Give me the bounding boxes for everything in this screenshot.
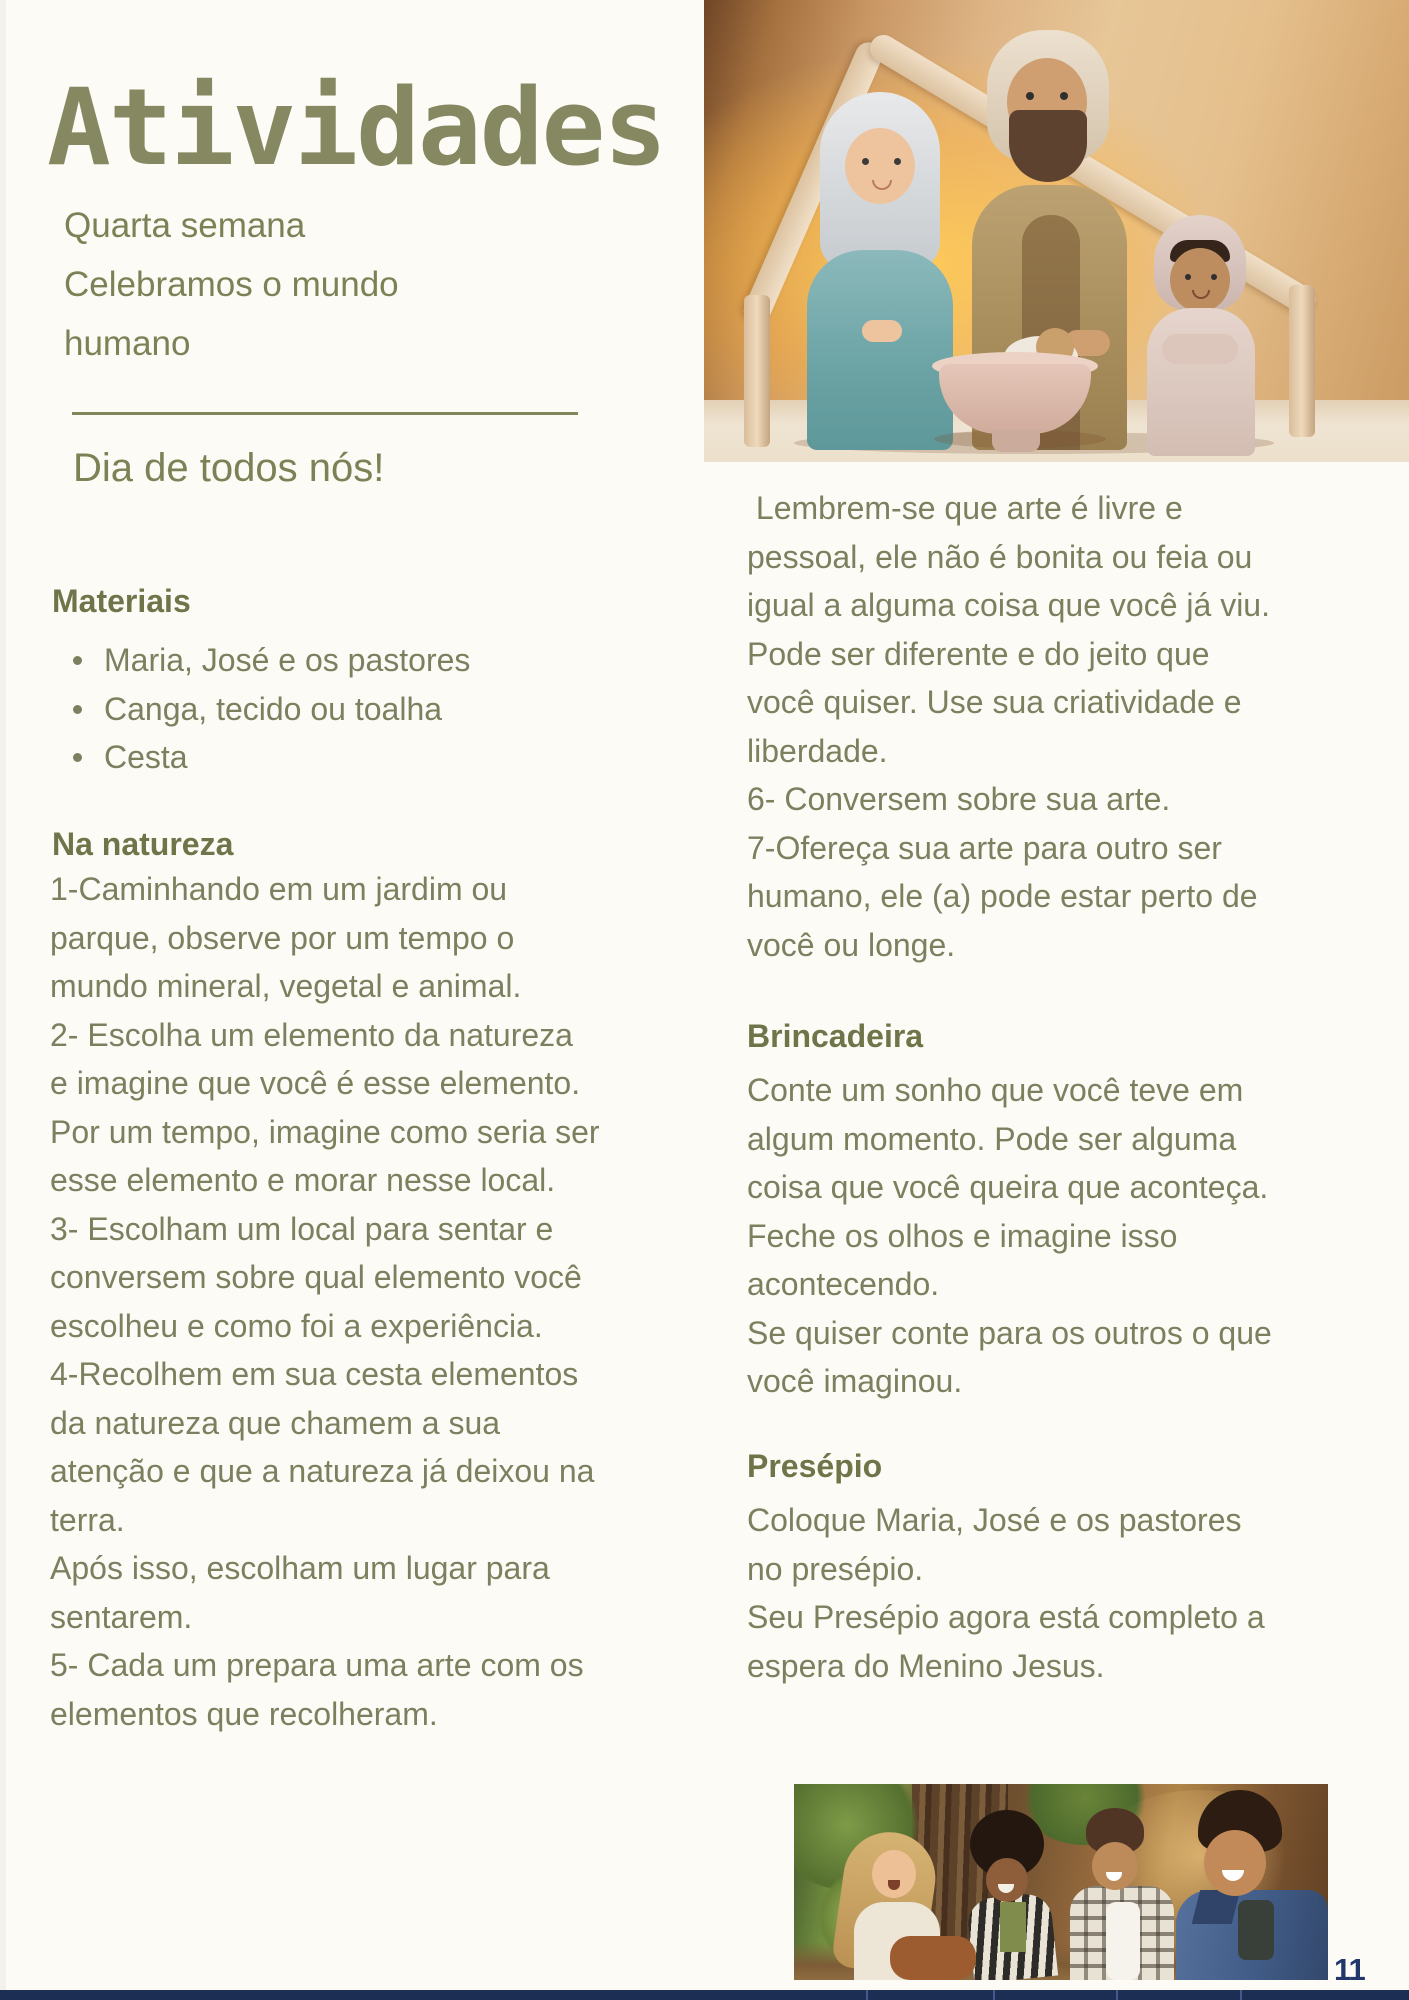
- nativity-shape: [744, 295, 770, 447]
- text-line: mundo mineral, vegetal e animal.: [50, 968, 522, 1004]
- text-line: 4-Recolhem em sua cesta elementos: [50, 1356, 579, 1392]
- text-line: Lembrem-se que arte é livre e: [747, 490, 1183, 526]
- nativity-shape: [1026, 92, 1034, 100]
- nativity-shape: [845, 128, 915, 204]
- text-line: coisa que você queira que aconteça.: [747, 1169, 1269, 1205]
- nativity-shape: [862, 320, 902, 342]
- text-line: 7-Ofereça sua arte para outro ser: [747, 829, 1222, 866]
- text-line: parque, observe por um tempo o: [50, 919, 515, 956]
- text-line: acontecendo.: [747, 1266, 940, 1302]
- page-edge: [0, 0, 6, 2000]
- page-number: 11: [1334, 1952, 1365, 1987]
- text-line: você ou longe.: [747, 926, 956, 963]
- nature-heading: Na natureza: [52, 826, 234, 862]
- text-line: você quiser. Use sua criatividade e: [747, 684, 1242, 720]
- photo-shape: [872, 1850, 916, 1898]
- brincadeira-heading: Brincadeira: [747, 1018, 924, 1054]
- text-line: Seu Presépio agora está completo a: [747, 1599, 1265, 1635]
- nativity-shape: [1147, 308, 1255, 456]
- text-line: 6- Conversem sobre sua arte.: [747, 781, 1171, 817]
- text-line: no presépio.: [747, 1550, 924, 1587]
- text-line: humano, ele (a) pode estar perto de: [747, 878, 1258, 914]
- materials-item: Canga, tecido ou toalha: [104, 685, 470, 734]
- nativity-shape: [992, 430, 1040, 452]
- text-line: espera do Menino Jesus.: [747, 1647, 1105, 1684]
- text-line: Por um tempo, imagine como seria ser: [50, 1113, 600, 1150]
- children-photo: [794, 1784, 1328, 1980]
- subtitle-line: Celebramos o mundo: [64, 265, 399, 304]
- footer-strip-divider: [1240, 1990, 1242, 2000]
- art-paragraph: [747, 484, 1270, 969]
- text-line: atenção e que a natureza já deixou na: [50, 1453, 595, 1489]
- photo-shape: [1000, 1902, 1026, 1952]
- footer-strip-divider: [866, 1990, 868, 2000]
- text-line: esse elemento e morar nesse local.: [50, 1162, 556, 1198]
- text-line: Coloque Maria, José e os pastores: [747, 1502, 1242, 1538]
- text-line: Pode ser diferente e do jeito que: [747, 635, 1210, 672]
- page-subtitle: [64, 196, 399, 373]
- text-line: e imagine que você é esse elemento.: [50, 1065, 581, 1101]
- text-line: Conte um sonho que você teve em: [747, 1072, 1244, 1108]
- footer-strip: [0, 1990, 1409, 2000]
- nativity-shape: [1289, 285, 1315, 437]
- text-line: terra.: [50, 1501, 125, 1538]
- materials-item: Maria, José e os pastores: [104, 636, 470, 685]
- presepio-paragraph: [747, 1496, 1265, 1690]
- text-line: 3- Escolham um local para sentar e: [50, 1210, 554, 1247]
- brincadeira-paragraph: [747, 1066, 1272, 1406]
- text-line: elementos que recolheram.: [50, 1695, 438, 1732]
- photo-shape: [1092, 1842, 1138, 1890]
- tagline: Dia de todos nós!: [73, 446, 385, 490]
- photo-shape: [1238, 1900, 1274, 1960]
- text-line: liberdade.: [747, 732, 888, 769]
- subtitle-line: Quarta semana: [64, 206, 306, 245]
- nativity-shape: [807, 250, 953, 450]
- text-line: você imaginou.: [747, 1363, 963, 1399]
- nativity-image: [704, 0, 1409, 462]
- text-line: Após isso, escolham um lugar para: [50, 1550, 550, 1586]
- materials-item: Cesta: [104, 733, 470, 782]
- text-line: pessoal, ele não é bonita ou feia ou: [747, 538, 1253, 575]
- nativity-shape: [1170, 248, 1230, 312]
- materials-heading: Materiais: [52, 583, 191, 619]
- nativity-shape: [862, 158, 869, 165]
- presepio-heading: Presépio: [747, 1448, 883, 1484]
- text-line: Se quiser conte para os outros o que: [747, 1314, 1272, 1351]
- nativity-shape: [1162, 334, 1238, 364]
- footer-strip-divider: [1116, 1990, 1118, 2000]
- text-line: 2- Escolha um elemento da natureza: [50, 1016, 573, 1053]
- text-line: Feche os olhos e imagine isso: [747, 1217, 1178, 1254]
- text-line: 5- Cada um prepara uma arte com os: [50, 1647, 584, 1683]
- materials-list: [104, 636, 470, 782]
- subtitle-line: humano: [64, 324, 191, 363]
- photo-shape: [986, 1858, 1028, 1902]
- text-line: algum momento. Pode ser alguma: [747, 1120, 1237, 1157]
- page-title: Atividades: [47, 66, 666, 189]
- text-line: conversem sobre qual elemento você: [50, 1259, 582, 1295]
- divider-line: [72, 412, 578, 415]
- text-line: sentarem.: [50, 1598, 193, 1635]
- text-line: da natureza que chamem a sua: [50, 1404, 501, 1441]
- footer-strip-divider: [993, 1990, 995, 2000]
- text-line: 1-Caminhando em um jardim ou: [50, 871, 508, 907]
- nature-paragraph: [50, 865, 600, 1738]
- photo-shape: [1204, 1830, 1266, 1896]
- text-line: igual a alguma coisa que você já viu.: [747, 587, 1270, 623]
- nativity-shape: [1185, 274, 1191, 280]
- photo-shape: [1106, 1902, 1140, 1980]
- text-line: escolheu e como foi a experiência.: [50, 1307, 543, 1344]
- photo-shape: [890, 1936, 976, 1980]
